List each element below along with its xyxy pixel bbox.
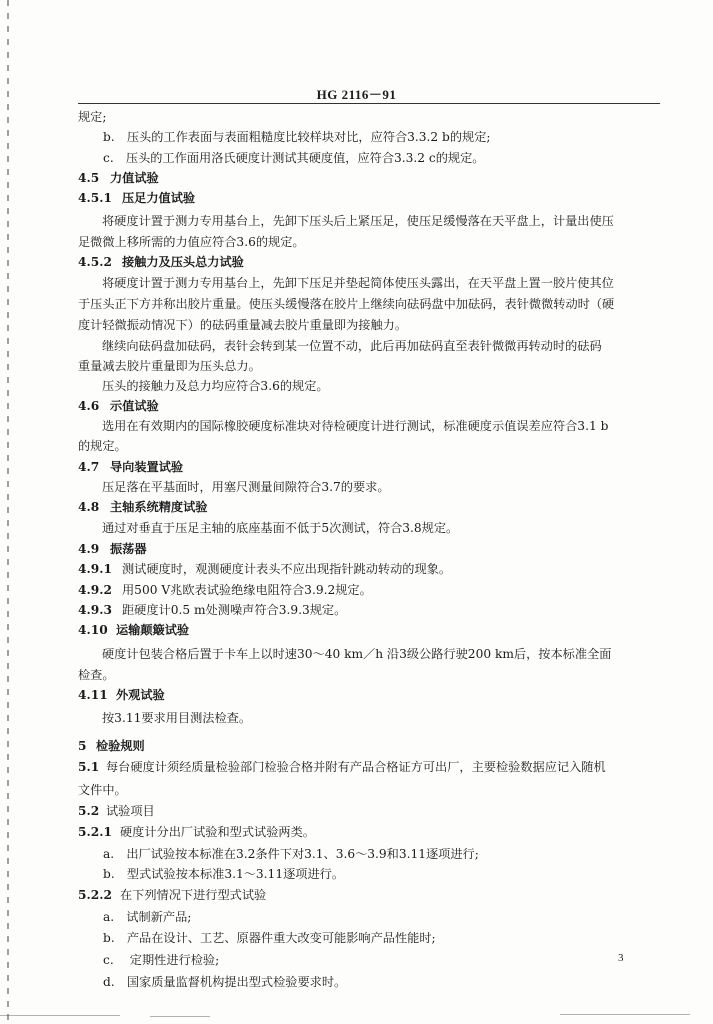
line-text: 度计轻微振动情况下）的砝码重量减去胶片重量即为接触力。 — [78, 318, 408, 332]
text-line — [0, 822, 713, 842]
text-line — [0, 780, 713, 800]
text-line — [0, 457, 713, 477]
clause-number: 4.5 — [78, 171, 100, 185]
clause-number: 4.6 — [78, 399, 100, 413]
line-text: 文件中。 — [78, 783, 127, 797]
text-line — [0, 252, 713, 272]
line-text: 继续向砝码盘加砝码，表针会转到某一位置不动，此后再加砝码直至表针微微再转动时的砝码 — [102, 339, 602, 353]
text-line — [0, 188, 713, 208]
text-line — [0, 376, 713, 396]
text-line — [0, 436, 713, 456]
line-text: a. 试制新产品; — [103, 910, 192, 924]
text-line — [0, 127, 713, 147]
text-line — [0, 356, 713, 376]
text-line — [0, 972, 713, 992]
line-text: 距硬度计0.5 m处测噪声符合3.9.3规定。 — [122, 603, 347, 617]
text-line — [0, 477, 713, 497]
line-text: 规定; — [78, 110, 107, 124]
scan-noise — [0, 1015, 120, 1016]
clause-number: 4.9 — [78, 542, 100, 556]
line-text: 主轴系统精度试验 — [110, 500, 208, 514]
line-text: 在下列情况下进行型式试验 — [120, 888, 267, 902]
line-text: 检验规则 — [96, 739, 145, 753]
line-text: 每台硬度计须经质量检验部门检验合格并附有产品合格证方可出厂，主要检验数据应记入随机 — [106, 760, 606, 774]
line-text: 将硬度计置于测力专用基台上，先卸下压足并垫起简体使压头露出，在天平盘上置一胶片使其位 — [102, 276, 614, 290]
text-line — [0, 168, 713, 188]
clause-number: 5.2 — [78, 804, 100, 818]
line-text: 通过对垂直于压足主轴的底座基面不低于5次测试，符合3.8规定。 — [102, 521, 459, 535]
text-line — [0, 148, 713, 168]
page-number: 3 — [618, 952, 624, 964]
line-text: a. 出厂试验按本标准在3.2条件下对3.1、3.6～3.9和3.11逐项进行; — [103, 847, 479, 861]
text-line — [0, 416, 713, 436]
text-line — [0, 211, 713, 231]
line-text: 重量减去胶片重量即为压头总力。 — [78, 359, 261, 373]
clause-number: 5.2.2 — [78, 888, 112, 902]
line-text: c. 定期性进行检验; — [103, 953, 220, 967]
text-line — [0, 885, 713, 905]
clause-number: 4.7 — [78, 460, 100, 474]
text-line — [0, 844, 713, 864]
standard-number-header: HG 2116－91 — [316, 87, 397, 102]
clause-number: 5.2.1 — [78, 825, 112, 839]
line-text: 压足落在平基面时，用塞尺测量间隙符合3.7的要求。 — [102, 480, 390, 494]
text-line — [0, 928, 713, 948]
line-text: 接触力及压头总力试验 — [122, 255, 244, 269]
line-text: 试验项目 — [106, 804, 155, 818]
text-line — [0, 336, 713, 356]
line-text: c. 压头的工作面用洛氏硬度计测试其硬度值，应符合3.3.2 c的规定。 — [103, 151, 485, 165]
text-line — [0, 665, 713, 685]
clause-number: 4.9.2 — [78, 583, 112, 597]
line-text: 力值试验 — [110, 171, 159, 185]
scan-noise — [560, 1014, 690, 1015]
clause-number: 4.8 — [78, 500, 100, 514]
text-line — [0, 232, 713, 252]
line-text: 外观试验 — [116, 688, 165, 702]
line-text: 选用在有效期内的国际橡胶硬度标准块对待检硬度计进行测试，标准硬度示值误差应符合3.1 b — [102, 419, 609, 433]
line-text: b. 型式试验按本标准3.1～3.11逐项进行。 — [103, 867, 345, 881]
line-text: d. 国家质量监督机构提出型式检验要求时。 — [103, 975, 347, 989]
line-text: 示值试验 — [110, 399, 159, 413]
line-text: 压头的接触力及总力均应符合3.6的规定。 — [102, 379, 329, 393]
text-line — [0, 580, 713, 600]
line-text: 足微微上移所需的力值应符合3.6的规定。 — [78, 235, 305, 249]
line-text: 运输颠簸试验 — [116, 623, 190, 637]
text-line — [0, 864, 713, 884]
line-text: 硬度计分出厂试验和型式试验两类。 — [120, 825, 315, 839]
line-text: 用500 V兆欧表试验绝缘电阻符合3.9.2规定。 — [122, 583, 372, 597]
line-text: 压足力值试验 — [122, 191, 196, 205]
clause-number: 5.1 — [78, 760, 100, 774]
text-line — [0, 518, 713, 538]
text-line — [0, 644, 713, 664]
line-text: 检查。 — [78, 668, 115, 682]
clause-number: 4.10 — [78, 623, 108, 637]
line-text: 的规定。 — [78, 439, 127, 453]
line-text: 导向装置试验 — [110, 460, 184, 474]
line-text: 测试硬度时，观测硬度计表头不应出现指针跳动转动的现象。 — [122, 562, 452, 576]
text-line — [0, 559, 713, 579]
text-line — [0, 107, 713, 127]
text-line — [0, 539, 713, 559]
clause-number: 5 — [78, 739, 87, 753]
text-line — [0, 757, 713, 777]
text-line — [0, 801, 713, 821]
header-rule — [78, 103, 660, 104]
text-line — [0, 273, 713, 293]
line-text: 硬度计包装合格后置于卡车上以时速30～40 km／h 沿3级公路行驶200 km后，按本标准全面 — [102, 647, 612, 661]
line-text: 将硬度计置于测力专用基台上，先卸下压头后上紧压足，使压足缓慢落在天平盘上，计量出使压 — [102, 214, 614, 228]
line-text: 振荡器 — [110, 542, 147, 556]
text-line — [0, 708, 713, 728]
line-text: 于压头正下方并称出胶片重量。使压头缓慢落在胶片上继续向砝码盘中加砝码，表针微微转动时（硬 — [78, 297, 615, 311]
text-line — [0, 497, 713, 517]
line-text: b. 压头的工作表面与表面粗糙度比较样块对比，应符合3.3.2 b的规定; — [103, 130, 491, 144]
clause-number: 4.5.2 — [78, 255, 112, 269]
clause-number: 4.9.3 — [78, 603, 112, 617]
text-line — [0, 315, 713, 335]
line-text: 按3.11要求用目测法检查。 — [102, 711, 252, 725]
text-line — [0, 736, 713, 756]
text-line — [0, 685, 713, 705]
text-line — [0, 396, 713, 416]
scan-noise — [150, 1016, 210, 1017]
text-line — [0, 600, 713, 620]
clause-number: 4.9.1 — [78, 562, 112, 576]
text-line — [0, 950, 713, 970]
text-line — [0, 620, 713, 640]
text-line — [0, 907, 713, 927]
clause-number: 4.11 — [78, 688, 108, 702]
text-line — [0, 294, 713, 314]
clause-number: 4.5.1 — [78, 191, 112, 205]
line-text: b. 产品在设计、工艺、原器件重大改变可能影响产品性能时; — [103, 931, 436, 945]
